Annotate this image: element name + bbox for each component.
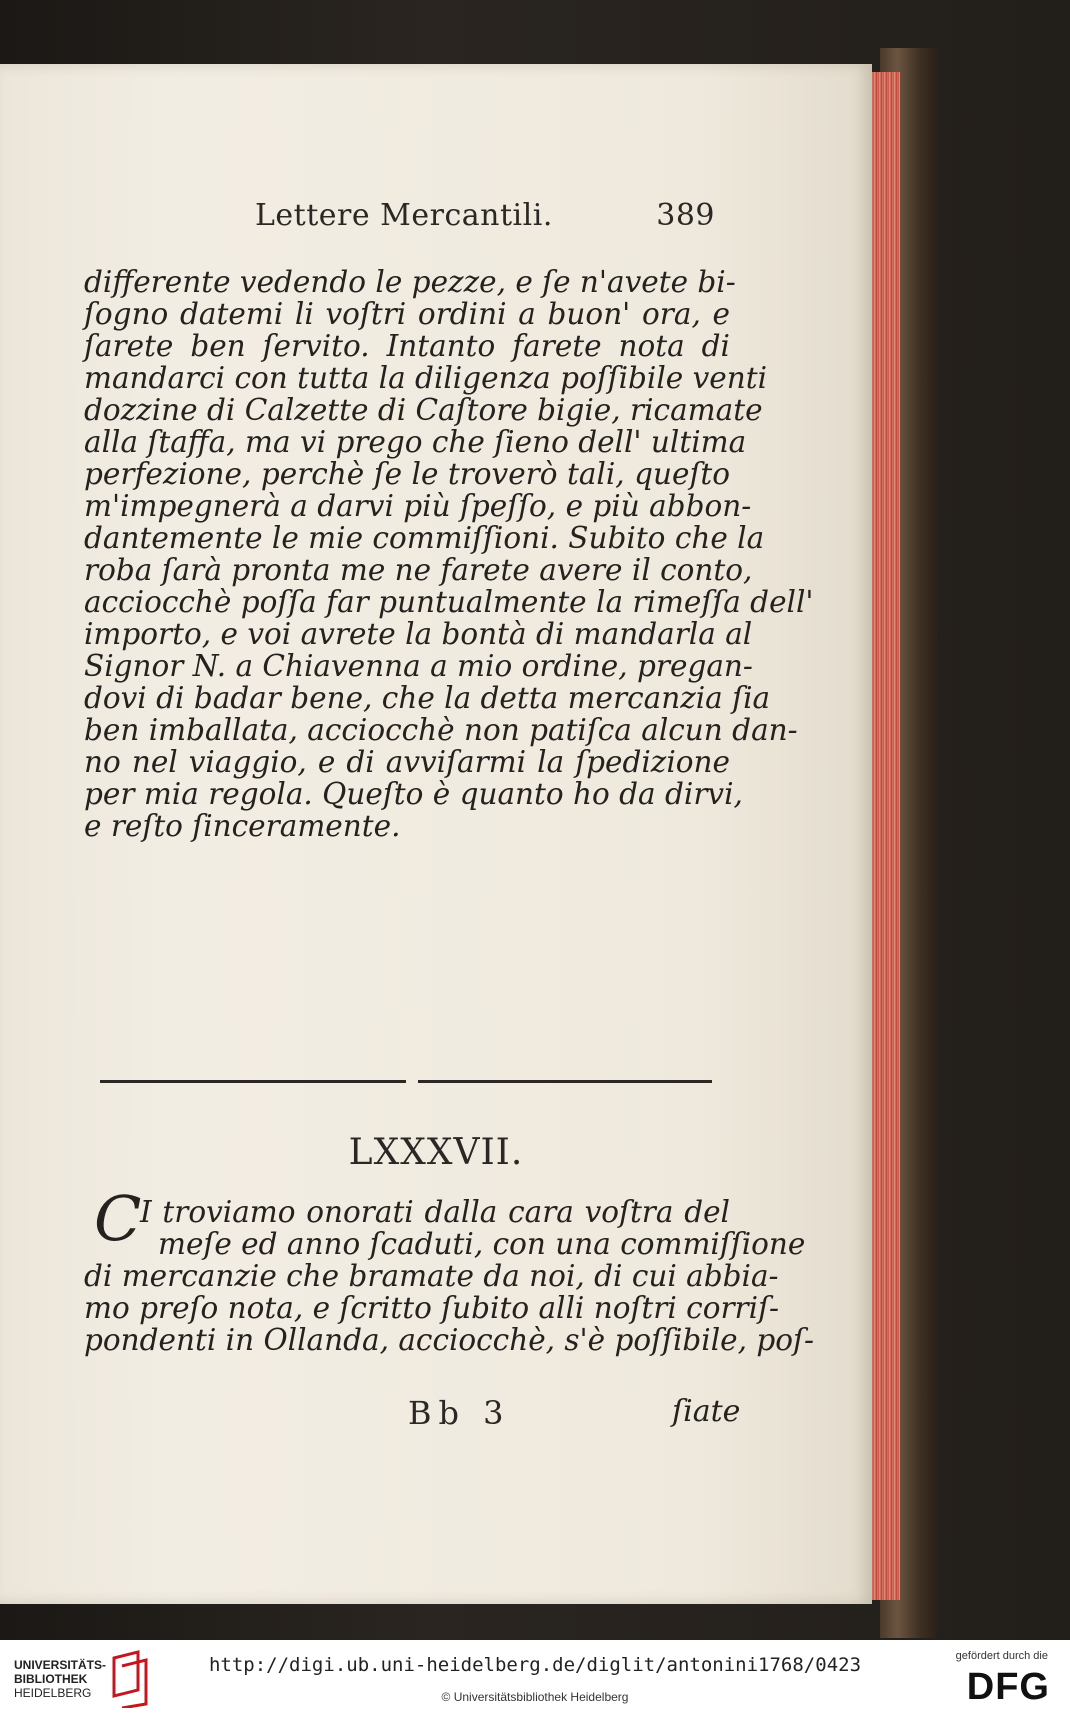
text-line: mandarci con tutta la diligenza poſſibile venti [84, 361, 768, 395]
page-number: 389 [656, 198, 715, 233]
text-line: I troviamo onorati dalla cara voſtra del [140, 1195, 730, 1229]
text-line: dovi di badar bene, che la detta mercanzia ſia [84, 681, 771, 715]
divider-left [100, 1080, 406, 1083]
drop-cap: C [94, 1182, 142, 1255]
library-name-line2: BIBLIOTHEK [14, 1672, 88, 1686]
divider-right [418, 1080, 712, 1083]
funded-by-text: gefördert durch die [955, 1650, 1048, 1662]
text-line: no nel viaggio, e di avviſarmi la ſpedizione [84, 745, 730, 779]
text-line: mo preſo nota, e ſcritto ſubito alli noſtri corriſ- [84, 1291, 779, 1325]
copyright-text: © Universitätsbibliothek Heidelberg [441, 1690, 629, 1704]
text-line: ben imballata, acciocchè non patiſca alcun dan- [84, 713, 798, 747]
text-line: ſogno datemi li voſtri ordini a buon' ora, e [84, 297, 730, 331]
text-line: pondenti in Ollanda, acciocchè, s'è poſſibile, poſ- [84, 1323, 814, 1357]
library-name-line1: UNIVERSITÄTS- [14, 1658, 107, 1672]
text-line: acciocchè poſſa far puntualmente la rimeſſa dell' [84, 585, 814, 619]
signature-mark: Bb 3 [408, 1394, 511, 1432]
text-line: importo, e voi avrete la bontà di mandarla al [84, 617, 753, 651]
footer-bar [0, 1640, 1070, 1718]
chapter-number: LXXXVII. [348, 1132, 524, 1173]
text-line: dantemente le mie commiſſioni. Subito che la [84, 521, 765, 555]
text-line: di mercanzie che bramate da noi, di cui abbia- [84, 1259, 779, 1293]
page-url-link[interactable]: http://digi.ub.uni-heidelberg.de/diglit/antonini1768/0423 [208, 1654, 862, 1676]
text-line: differente vedendo le pezze, e ſe n'avete bi- [84, 265, 736, 299]
running-head [255, 198, 715, 242]
text-line: alla ſtaffa, ma vi prego che ſieno dell' ultima [84, 425, 747, 459]
library-name-line3: HEIDELBERG [14, 1686, 92, 1700]
text-line: per mia regola. Queſto è quanto ho da dirvi, [84, 777, 743, 811]
text-line: meſe ed anno ſcaduti, con una commiſſione [158, 1227, 806, 1261]
text-line: dozzine di Calzette di Caſtore bigie, ricamate [84, 393, 763, 427]
text-line: roba ſarà pronta me ne farete avere il conto, [84, 553, 753, 587]
letter-body-2 [84, 1195, 814, 1357]
letter-body [84, 265, 814, 843]
running-head-title: Lettere Mercantili. [255, 198, 553, 233]
text-line: perfezione, perchè ſe le troverò tali, queſto [84, 457, 730, 491]
text-line: Signor N. a Chiavenna a mio ordine, pregan- [84, 649, 753, 683]
text-line: ſarete ben ſervito. Intanto farete nota di [84, 329, 730, 363]
dfg-logo: DFG [966, 1666, 1050, 1708]
text-line: e reſto ſinceramente. [84, 809, 401, 843]
catchword: ſiate [672, 1394, 741, 1429]
page-edges [868, 72, 900, 1600]
section-divider [100, 1080, 712, 1088]
text-line: m'impegnerà a darvi più ſpeſſo, e più abbon- [84, 489, 752, 523]
